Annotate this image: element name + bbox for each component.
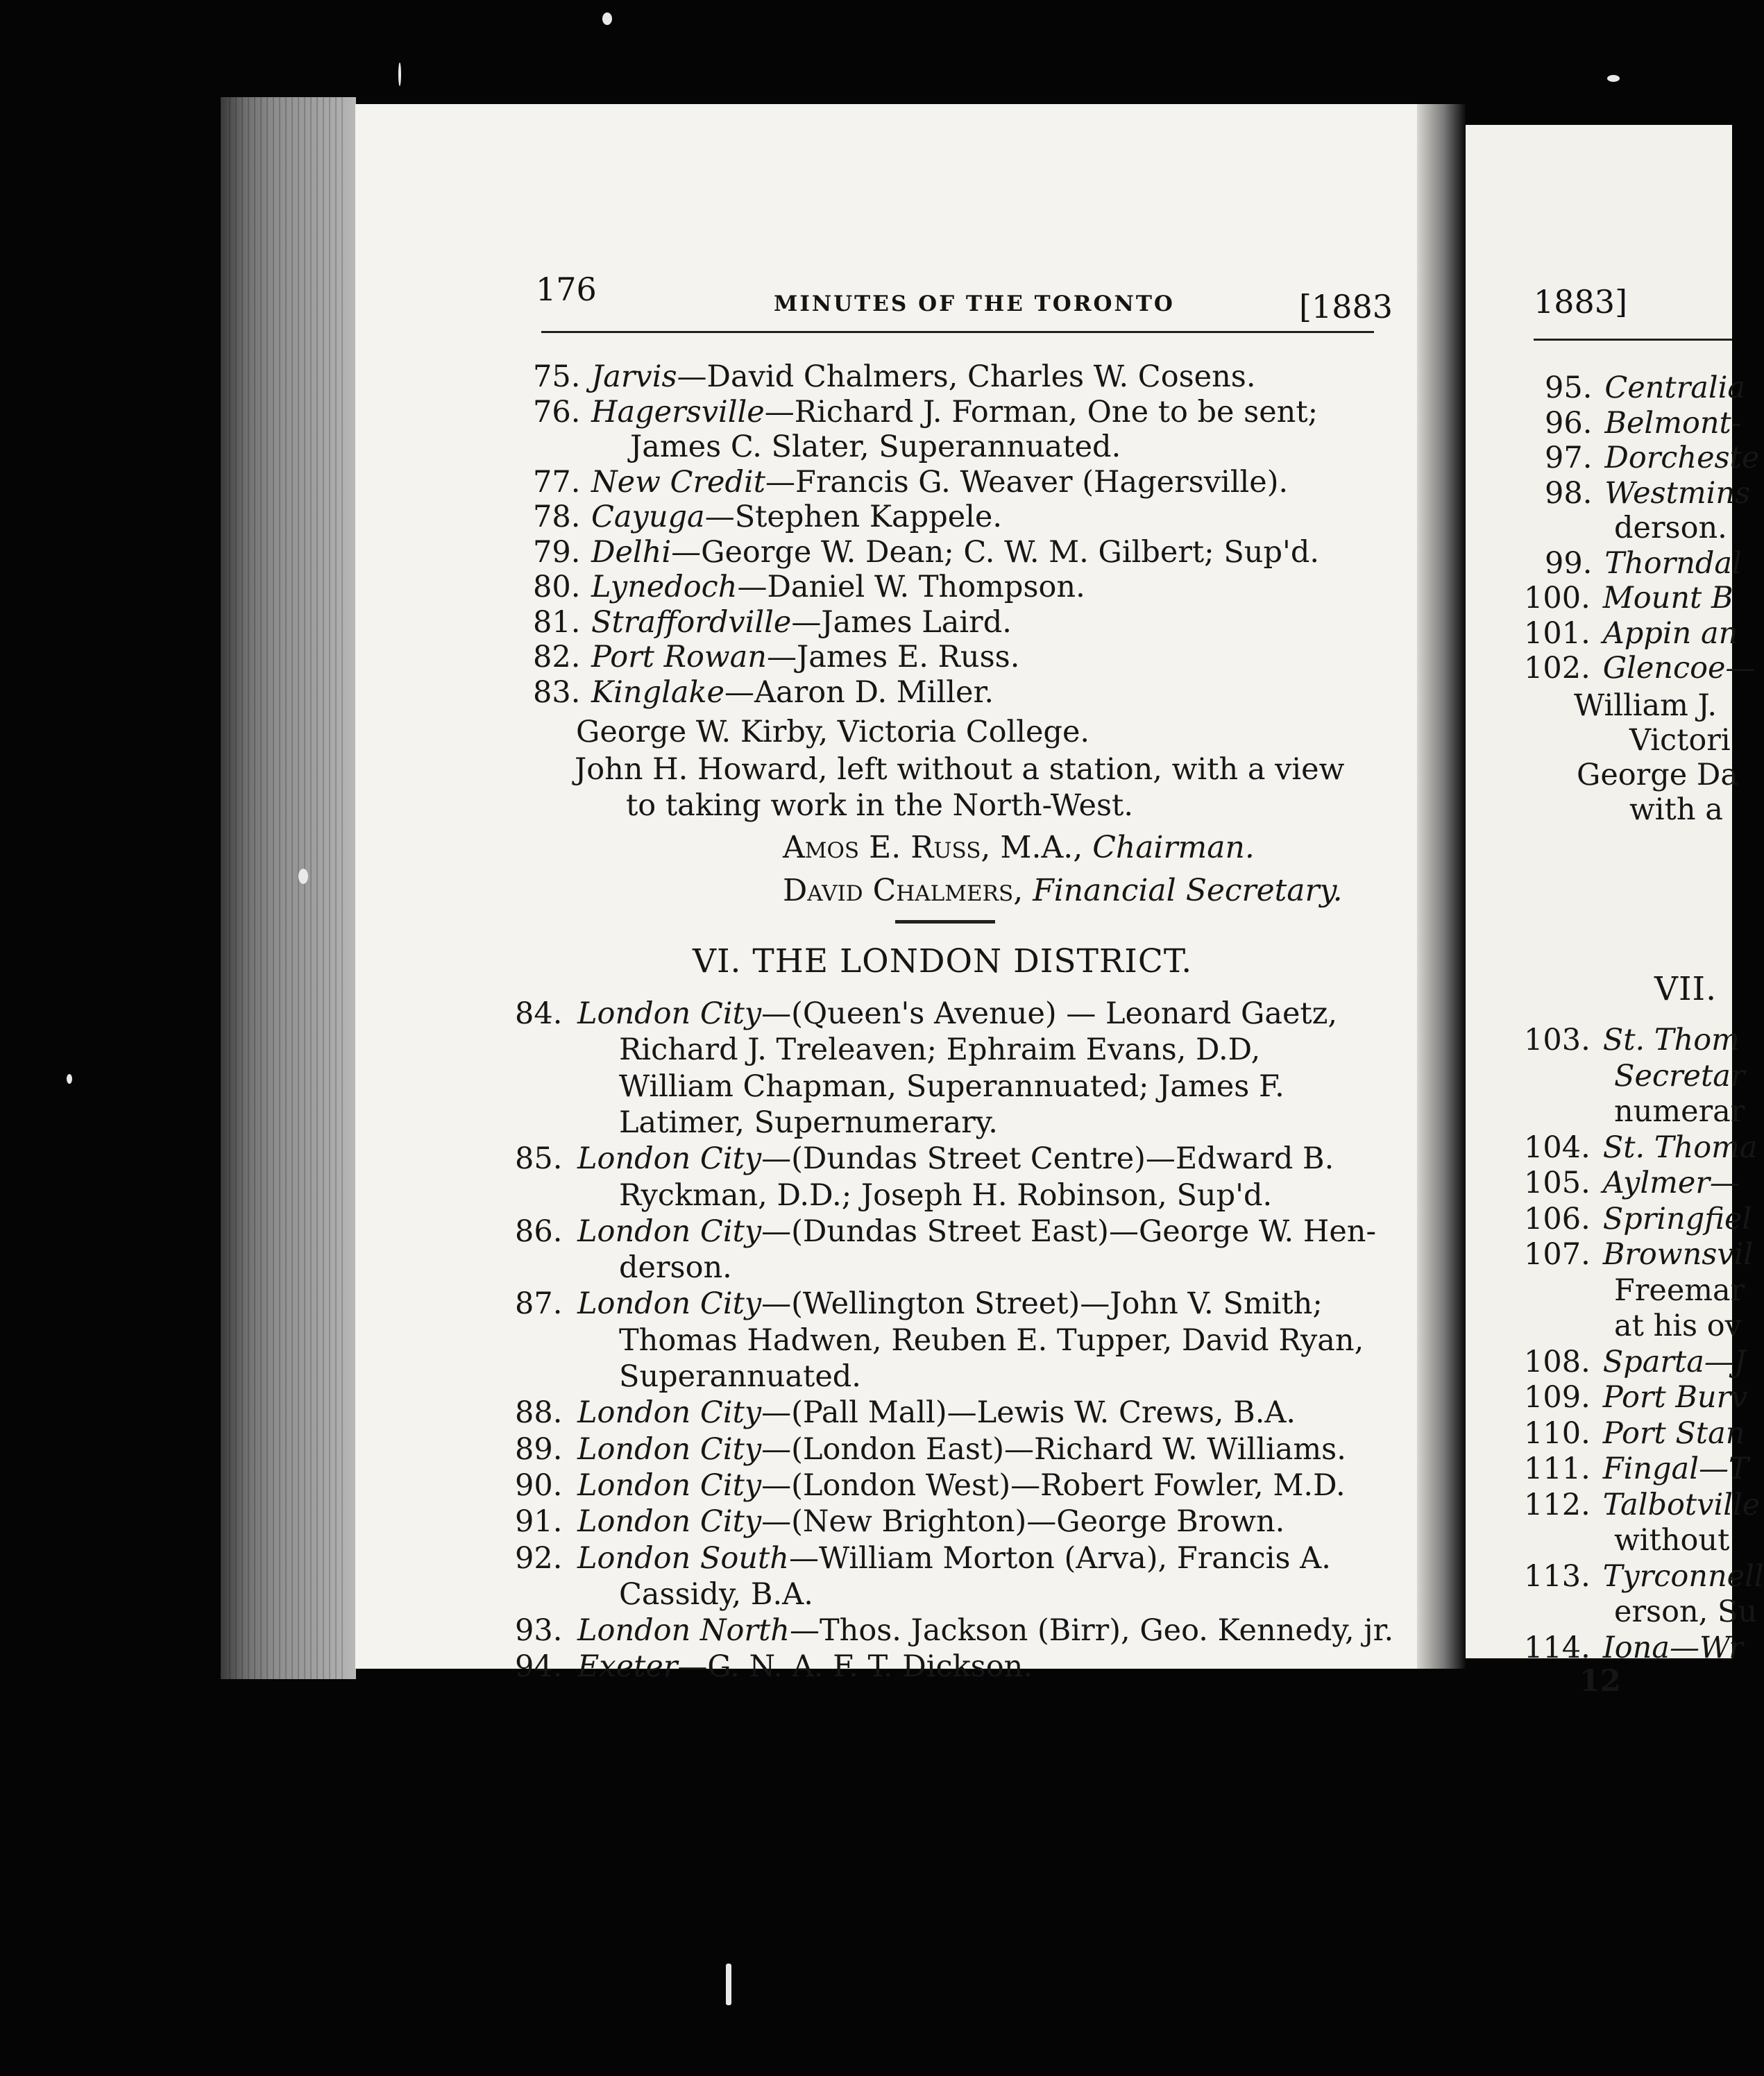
entry-number: 95. <box>1545 371 1593 405</box>
entry-text: —David Chalmers, Charles W. Cosens. <box>677 359 1256 394</box>
entry-text: numerar <box>1614 1094 1745 1129</box>
entry-line <box>630 429 1121 464</box>
entry-line <box>533 640 1020 674</box>
note-line: to taking work in the North-West. <box>626 788 1133 823</box>
entry-number: 94. <box>515 1649 563 1685</box>
note-line: John H. Howard, left without a station, with a view <box>575 752 1345 787</box>
circuit-name: London City <box>577 1214 762 1249</box>
right-entry-line <box>1524 1630 1743 1665</box>
entry-text: Tyrconnell <box>1602 1558 1764 1594</box>
book-gutter <box>1417 104 1466 1669</box>
entry-text: —(New Brighton)—George Brown. <box>761 1504 1285 1540</box>
entry-text: Iona—Wr <box>1602 1630 1743 1665</box>
entry-line <box>515 1286 1323 1322</box>
scan-speck <box>398 62 401 86</box>
entry-text: Thorndal <box>1604 545 1742 581</box>
right-entry-line <box>1524 1487 1761 1522</box>
entry-text: —(London West)—Robert Fowler, M.D. <box>761 1467 1346 1503</box>
signature-secretary <box>783 873 1343 908</box>
entry-text: erson, Su <box>1614 1594 1758 1629</box>
entry-number: 90. <box>515 1467 563 1503</box>
circuit-name: London City <box>577 1504 762 1540</box>
entry-text: William Chapman, Superannuated; James F. <box>619 1069 1284 1104</box>
entry-number: 106. <box>1524 1201 1591 1236</box>
scan-speck <box>298 869 308 884</box>
entry-line <box>619 1069 1284 1104</box>
right-entry-line <box>1524 1558 1764 1594</box>
entry-line <box>619 1322 1364 1358</box>
entry-number: 81. <box>533 604 581 640</box>
entry-text: —James E. Russ. <box>766 640 1020 674</box>
circuit-name: Exeter <box>577 1649 678 1685</box>
right-entry-line <box>1524 1237 1754 1272</box>
entry-text: Talbotville <box>1602 1487 1761 1522</box>
right-note-line: with a <box>1629 792 1723 827</box>
entry-number: 102. <box>1524 651 1591 686</box>
entry-text: —William Morton (Arva), Francis A. <box>788 1540 1331 1576</box>
entry-line <box>515 1613 1394 1649</box>
entry-text: —(Dundas Street Centre)—Edward B. <box>761 1141 1334 1177</box>
scan-speck <box>67 1074 72 1084</box>
entry-number: 85. <box>515 1141 563 1177</box>
entry-number: 79. <box>533 534 581 570</box>
entry-text: —(London East)—Richard W. Williams. <box>761 1431 1346 1467</box>
right-entry-line <box>1614 1523 1730 1558</box>
entry-line <box>515 996 1338 1031</box>
entry-text: at his ov <box>1614 1309 1742 1343</box>
entry-line <box>515 1214 1377 1249</box>
scan-speck <box>726 1964 731 2005</box>
entry-text: Mount B <box>1602 581 1733 615</box>
entry-text: Fingal—T <box>1602 1452 1749 1486</box>
entry-line <box>619 1105 998 1140</box>
right-entry-line <box>1545 545 1742 581</box>
entry-text: derson. <box>619 1250 732 1286</box>
entry-text: —Richard J. Forman, One to be sent; <box>764 394 1318 429</box>
entry-line <box>515 1141 1334 1177</box>
entry-text: Dorcheste <box>1604 441 1760 475</box>
entry-text: Glencoe— <box>1602 651 1756 686</box>
entry-text: —Daniel W. Thompson. <box>737 570 1085 604</box>
entry-number: 98. <box>1545 475 1593 511</box>
entry-text: Port Stan <box>1602 1415 1745 1451</box>
entry-line <box>619 1177 1273 1213</box>
circuit-name: London City <box>577 1286 762 1322</box>
secretary-role: Financial Secretary. <box>1033 873 1343 908</box>
right-entry-line <box>1524 651 1756 686</box>
right-entry-line <box>1614 1058 1745 1094</box>
entry-text: St. Thoma <box>1602 1130 1758 1165</box>
right-entry-line <box>1614 1094 1745 1129</box>
entry-number: 99. <box>1545 545 1593 581</box>
entry-text: Superannuated. <box>619 1359 861 1394</box>
scan-speck <box>1607 75 1620 82</box>
entry-number: 101. <box>1524 615 1591 651</box>
right-note-line: George Da <box>1577 758 1738 792</box>
circuit-name: London City <box>577 1467 762 1503</box>
right-entry-line <box>1524 1023 1740 1057</box>
entry-text: Springfiel <box>1602 1201 1752 1236</box>
entry-number: 97. <box>1545 441 1593 475</box>
right-header-rule <box>1534 339 1732 341</box>
entry-line <box>515 1467 1346 1503</box>
entry-number: 83. <box>533 674 581 710</box>
chairman-name: Amos E. Russ, M.A., <box>783 830 1093 865</box>
entry-number: 92. <box>515 1540 563 1576</box>
right-note-line: William J. <box>1574 688 1718 723</box>
entry-text: St. Thom <box>1602 1023 1740 1057</box>
header-rule <box>541 331 1374 333</box>
entry-line <box>619 1576 813 1612</box>
right-entry-line <box>1545 443 1759 473</box>
entry-text: —Stephen Kappele. <box>704 500 1003 534</box>
right-entry-line <box>1524 1380 1748 1415</box>
circuit-name: London South <box>577 1540 789 1576</box>
entry-line <box>515 1540 1331 1576</box>
entry-number: 88. <box>515 1395 563 1431</box>
right-entry-line <box>1545 475 1751 511</box>
entry-text: —(Dundas Street East)—George W. Hen- <box>761 1214 1377 1249</box>
right-entry-line <box>1524 1168 1740 1198</box>
entry-number: 87. <box>515 1286 563 1322</box>
header-year: [1883 <box>1299 288 1393 325</box>
entry-text: —Francis G. Weaver (Hagersville). <box>765 464 1289 500</box>
note-line: George W. Kirby, Victoria College. <box>576 715 1090 749</box>
entry-number: 108. <box>1524 1344 1591 1379</box>
right-entry-line <box>1524 1201 1752 1236</box>
chairman-role: Chairman. <box>1092 830 1255 865</box>
entry-number: 96. <box>1545 405 1593 441</box>
signature-mark: 12 <box>1579 1664 1621 1699</box>
entry-line <box>619 1032 1261 1068</box>
entry-text: Aylmer— <box>1602 1166 1740 1200</box>
right-entry-line <box>1524 1344 1747 1379</box>
entry-text: —(Wellington Street)—John V. Smith; <box>761 1286 1323 1322</box>
entry-text: Belmont- <box>1604 405 1742 441</box>
entry-number: 111. <box>1524 1452 1591 1486</box>
entry-line <box>619 1250 732 1286</box>
page-number: 176 <box>536 271 597 308</box>
right-entry-line <box>1524 581 1733 615</box>
entry-number: 114. <box>1524 1630 1591 1665</box>
entry-text: Westmins <box>1604 475 1751 511</box>
circuit-name: Kinglake <box>591 674 724 710</box>
circuit-name: London City <box>577 1141 762 1177</box>
circuit-name: Lynedoch <box>591 570 738 604</box>
entry-text: Port Burv <box>1602 1380 1748 1415</box>
entry-text: Appin an <box>1602 615 1738 651</box>
entry-number: 103. <box>1524 1023 1591 1057</box>
entry-text: —Aaron D. Miller. <box>724 674 994 710</box>
entry-text: Thomas Hadwen, Reuben E. Tupper, David Ryan, <box>619 1322 1364 1358</box>
right-entry-line <box>1614 1311 1742 1341</box>
right-note-line: Victori <box>1629 723 1731 758</box>
entry-line <box>533 572 1085 602</box>
right-entry-line <box>1524 615 1738 651</box>
entry-text: derson. <box>1614 511 1727 545</box>
entry-text: Brownsvil <box>1602 1237 1754 1272</box>
entry-line <box>533 502 1002 532</box>
right-entry-line <box>1545 373 1745 403</box>
section-divider <box>895 920 995 924</box>
entry-number: 75. <box>533 359 581 394</box>
entry-line <box>533 464 1289 500</box>
entry-line <box>515 1504 1285 1540</box>
circuit-name: Port Rowan <box>591 640 767 674</box>
entry-text: —(Pall Mall)—Lewis W. Crews, B.A. <box>761 1395 1296 1431</box>
circuit-name: Delhi <box>591 534 672 570</box>
district-heading: VI. THE LONDON DISTRICT. <box>693 942 1193 980</box>
entry-text: Latimer, Supernumerary. <box>619 1105 998 1140</box>
circuit-name: London City <box>577 1431 762 1467</box>
circuit-name: London City <box>577 1395 762 1431</box>
entry-number: 86. <box>515 1214 563 1249</box>
entry-text: Ryckman, D.D.; Joseph H. Robinson, Sup'd. <box>619 1177 1273 1213</box>
entry-text: —George W. Dean; C. W. M. Gilbert; Sup'd. <box>671 534 1320 570</box>
circuit-name: Cayuga <box>591 500 705 534</box>
signature-chairman <box>783 830 1255 865</box>
entry-text: —G. N. A. F. T. Dickson. <box>677 1649 1033 1685</box>
entry-number: 109. <box>1524 1380 1591 1415</box>
right-header-year: 1883] <box>1534 283 1628 321</box>
circuit-name: Jarvis <box>591 359 677 394</box>
entry-text: —(Queen's Avenue) — Leonard Gaetz, <box>761 996 1338 1031</box>
entry-line <box>533 604 1012 640</box>
entry-number: 100. <box>1524 581 1591 615</box>
entry-number: 84. <box>515 996 563 1031</box>
entry-number: 76. <box>533 394 581 429</box>
entry-text: —Thos. Jackson (Birr), Geo. Kennedy, jr. <box>789 1613 1394 1649</box>
entry-text: Freemar <box>1614 1273 1745 1308</box>
entry-line <box>619 1359 861 1394</box>
entry-number: 113. <box>1524 1558 1591 1594</box>
right-entry-line <box>1545 405 1742 441</box>
secretary-name: David Chalmers, <box>783 873 1033 908</box>
entry-number: 93. <box>515 1613 563 1649</box>
circuit-name: Straffordville <box>591 604 792 640</box>
entry-number: 104. <box>1524 1130 1591 1165</box>
entry-number: 110. <box>1524 1415 1591 1451</box>
entry-line <box>533 359 1256 394</box>
right-entry-line <box>1614 1594 1758 1629</box>
entry-number: 78. <box>533 500 581 534</box>
right-entry-line <box>1524 1415 1745 1451</box>
entry-number: 105. <box>1524 1166 1591 1200</box>
circuit-name: London City <box>577 996 762 1031</box>
entry-line <box>533 394 1318 429</box>
right-entry-line <box>1524 1130 1758 1165</box>
entry-number: 80. <box>533 570 581 604</box>
circuit-name: New Credit <box>591 464 766 500</box>
entry-line <box>533 674 994 710</box>
entry-text: Centralia <box>1604 371 1746 405</box>
right-entry-line <box>1614 513 1727 543</box>
circuit-name: London North <box>577 1613 790 1649</box>
entry-number: 91. <box>515 1504 563 1540</box>
entry-line <box>515 1395 1296 1431</box>
right-heading-fragment: VII. <box>1654 970 1718 1008</box>
entry-number: 77. <box>533 464 581 500</box>
entry-text: Sparta—J <box>1602 1344 1747 1379</box>
entry-text: —James Laird. <box>791 604 1012 640</box>
entry-number: 89. <box>515 1431 563 1467</box>
circuit-name: Hagersville <box>591 394 765 429</box>
entry-text: without <box>1614 1523 1730 1558</box>
entry-line <box>533 534 1320 570</box>
entry-text: Secretar <box>1614 1058 1745 1094</box>
right-entry-line <box>1614 1273 1745 1308</box>
scan-speck <box>602 12 612 25</box>
entry-text: James C. Slater, Superannuated. <box>630 429 1121 464</box>
page-edge-texture <box>229 97 347 1679</box>
running-head: MINUTES OF THE TORONTO <box>774 291 1175 316</box>
right-entry-line <box>1524 1454 1749 1484</box>
entry-number: 112. <box>1524 1487 1591 1522</box>
entry-number: 82. <box>533 640 581 674</box>
entry-line <box>515 1649 1033 1685</box>
entry-line <box>515 1431 1346 1467</box>
entry-text: Cassidy, B.A. <box>619 1576 813 1612</box>
entry-number: 107. <box>1524 1237 1591 1272</box>
entry-text: Richard J. Treleaven; Ephraim Evans, D.D, <box>619 1032 1261 1068</box>
